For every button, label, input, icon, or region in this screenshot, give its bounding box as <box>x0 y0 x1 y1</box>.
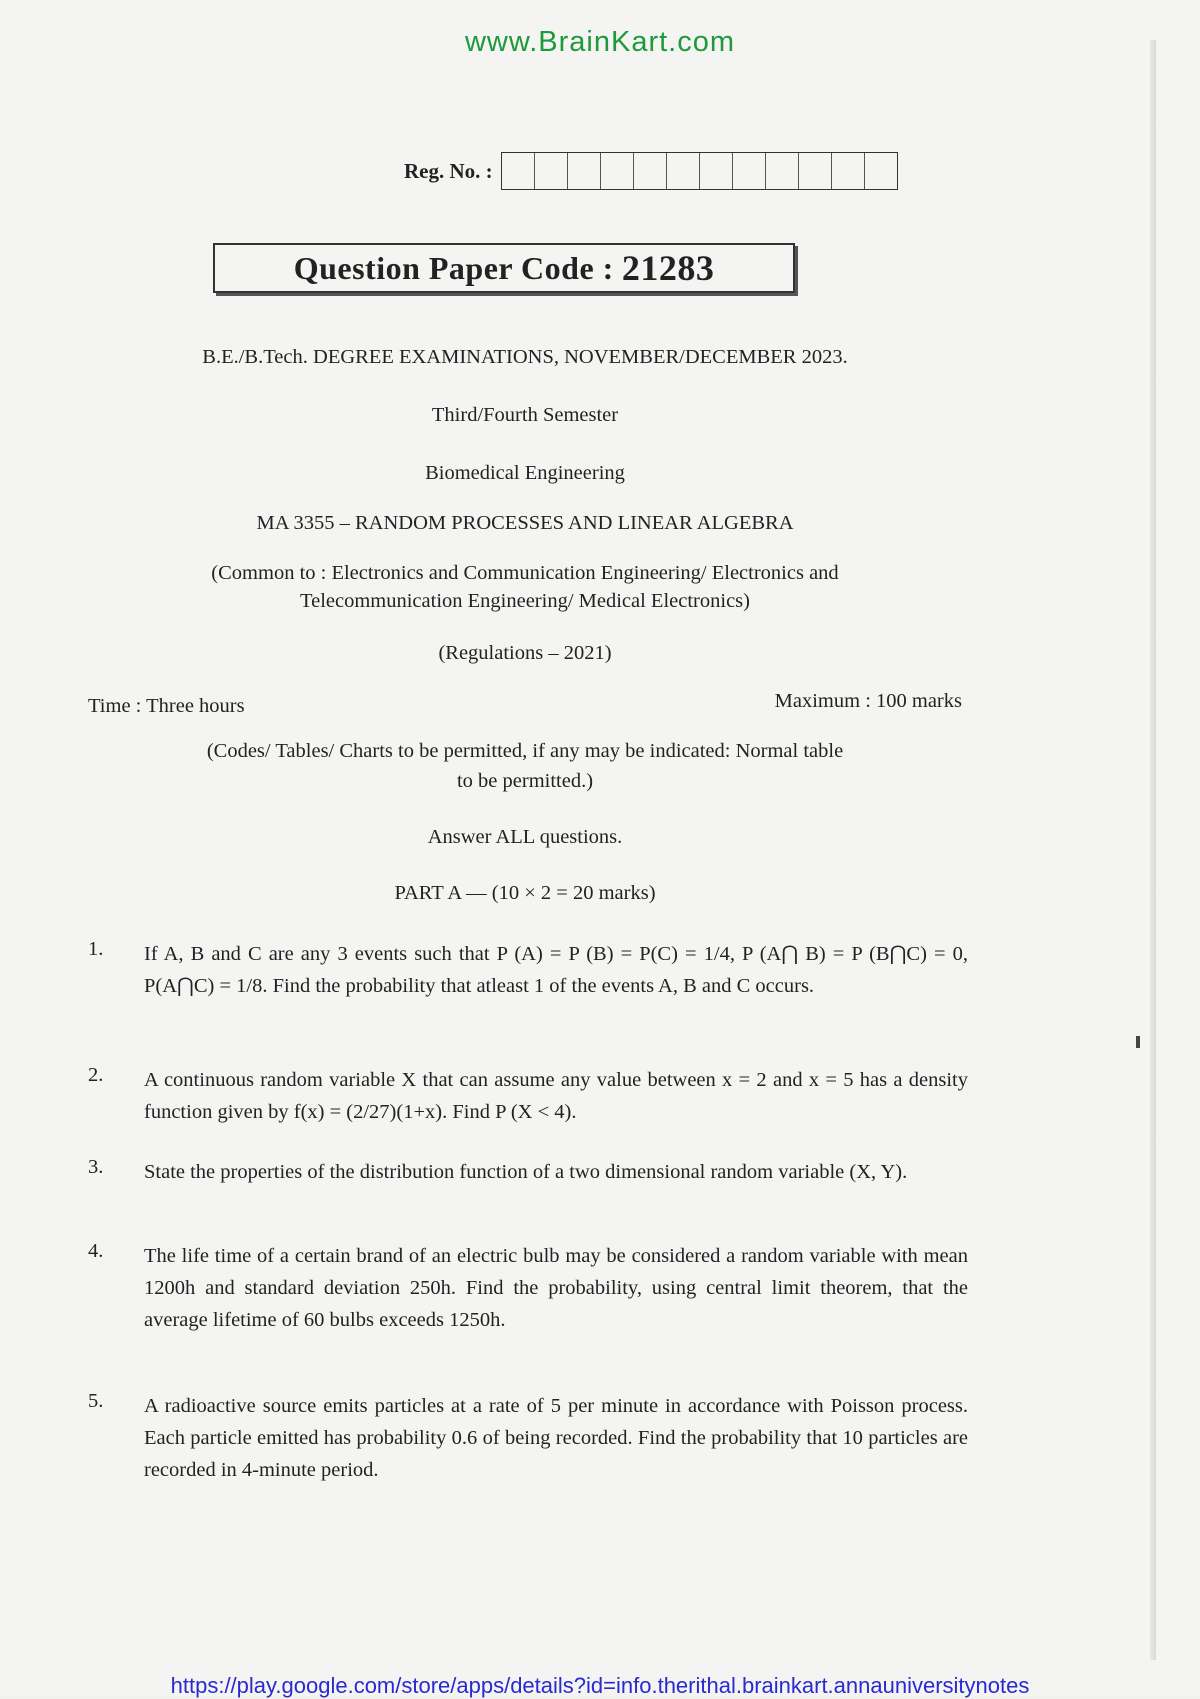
question-4 <box>88 1240 968 1336</box>
reg-no <box>404 152 898 190</box>
reg-box <box>667 153 700 189</box>
reg-no-label: Reg. No. : <box>404 158 493 183</box>
question-text: If A, B and C are any 3 events such that P (A) = P (B) = P(C) = 1/4, P (A⋂ B) = P (B⋂C) = 0, P(A⋂C) = 1/8. Find the probability that atleast 1 of the events A, B and C occurs. <box>144 943 968 997</box>
question-number: 4. <box>88 1240 104 1262</box>
page-edge-shadow <box>1150 40 1156 1660</box>
regulations: (Regulations – 2021) <box>438 642 612 664</box>
exam-title: B.E./B.Tech. DEGREE EXAMINATIONS, NOVEMBER/DECEMBER 2023. <box>202 346 848 368</box>
question-5 <box>88 1390 968 1486</box>
maximum-marks: Maximum : 100 marks <box>774 690 962 712</box>
reg-box <box>634 153 667 189</box>
reg-box <box>535 153 568 189</box>
question-text: A radioactive source emits particles at a rate of 5 per minute in accordance with Poisson process. Each particle emitted has probability 0.6 of being recorded. Find the probability that 10 particles are recorded in 4-minute period. <box>144 1395 968 1481</box>
question-text: State the properties of the distribution function of a two dimensional random variable (X, Y). <box>144 1161 908 1183</box>
reg-box <box>502 153 535 189</box>
paper-code-number: 21283 <box>621 248 715 288</box>
question-number: 2. <box>88 1064 104 1086</box>
scan-speck <box>1136 1036 1140 1048</box>
question-2 <box>88 1064 968 1128</box>
branch: Biomedical Engineering <box>425 462 625 484</box>
question-3 <box>88 1156 968 1188</box>
reg-no-boxes <box>501 152 898 190</box>
part-heading: PART A — (10 × 2 = 20 marks) <box>394 882 656 904</box>
reg-box <box>799 153 832 189</box>
question-number: 3. <box>88 1156 104 1178</box>
reg-box <box>601 153 634 189</box>
codes-line-1: (Codes/ Tables/ Charts to be permitted, if any may be indicated: Normal table <box>206 740 844 762</box>
reg-box <box>733 153 766 189</box>
codes-line-2: to be permitted.) <box>456 770 594 792</box>
question-number: 5. <box>88 1390 104 1412</box>
reg-box <box>865 153 897 189</box>
question-number: 1. <box>88 938 104 960</box>
time-allowed: Time : Three hours <box>88 695 245 717</box>
question-text: A continuous random variable X that can assume any value between x = 2 and x = 5 has a density function given by f(x) = (2/27)(1+x). Find P (X < 4). <box>144 1069 968 1123</box>
paper-code-label: Question Paper Code : <box>293 249 614 286</box>
instruction: Answer ALL questions. <box>427 826 623 848</box>
site-header[interactable]: www.BrainKart.com <box>464 26 735 58</box>
reg-box <box>700 153 733 189</box>
common-line-2: Telecommunication Engineering/ Medical Electronics) <box>300 590 750 612</box>
reg-box <box>568 153 601 189</box>
question-1 <box>88 938 968 1002</box>
question-paper-code <box>213 243 795 293</box>
question-text: The life time of a certain brand of an electric bulb may be considered a random variable with mean 1200h and standard deviation 250h. Find the probability, using central limit theorem, that the average lifetime of 60 bulbs exceeds 1250h. <box>144 1245 968 1331</box>
course-title: MA 3355 – RANDOM PROCESSES AND LINEAR ALGEBRA <box>256 512 794 534</box>
reg-box <box>766 153 799 189</box>
footer-link[interactable]: https://play.google.com/store/apps/details?id=info.therithal.brainkart.annauniversitynotes <box>170 1673 1030 1698</box>
reg-box <box>832 153 865 189</box>
common-line-1: (Common to : Electronics and Communication Engineering/ Electronics and <box>211 562 839 584</box>
semester: Third/Fourth Semester <box>431 404 619 426</box>
